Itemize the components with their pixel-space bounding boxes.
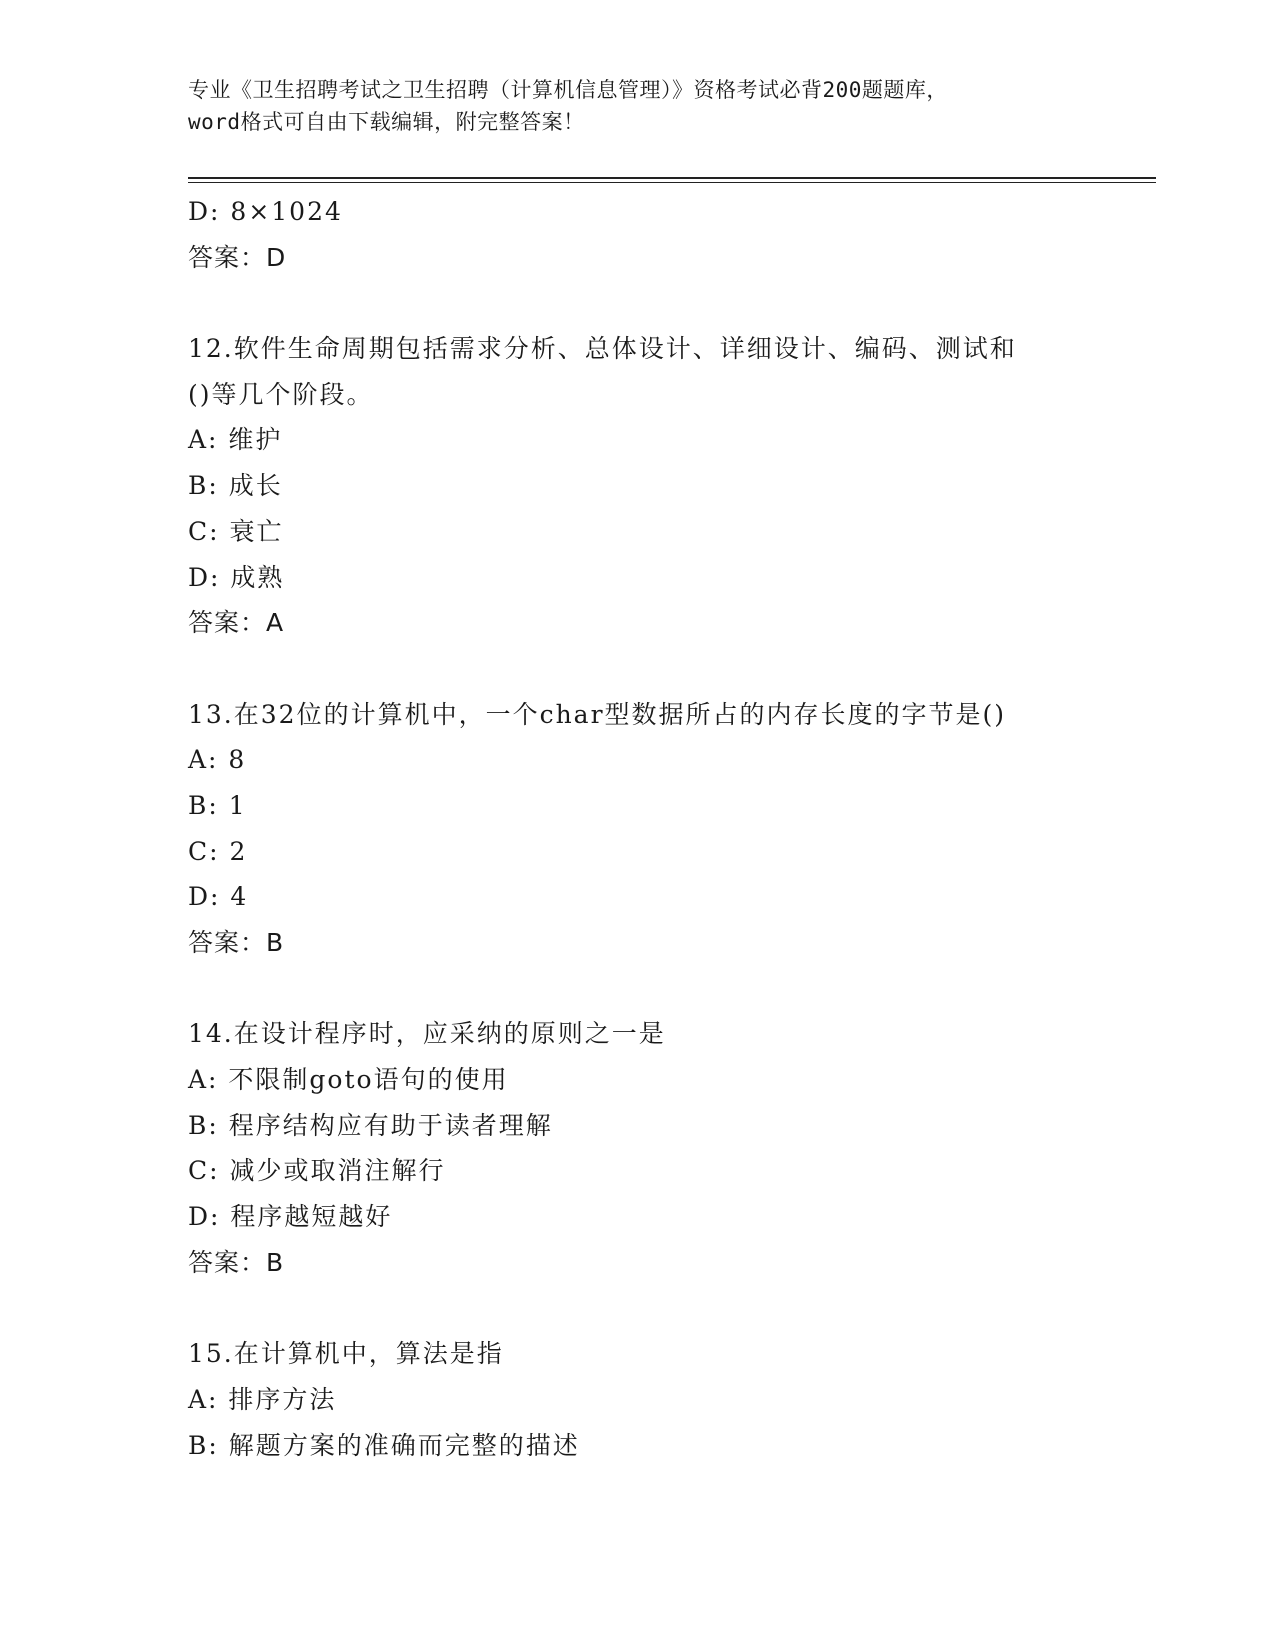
option-b: B: 成长 (188, 471, 283, 501)
option-c: C: 衰亡 (188, 516, 284, 546)
answer-line: 答案：A (188, 608, 285, 638)
answer-line: 答案：D (188, 242, 287, 272)
option-a: A: 不限制goto语句的使用 (188, 1065, 509, 1095)
spacer (188, 646, 1088, 692)
option-c: C: 2 (188, 836, 248, 866)
option-d: D: 8×1024 (188, 197, 343, 226)
question-list (188, 189, 1088, 1468)
option-b: B: 解题方案的准确而完整的描述 (188, 1430, 580, 1460)
question-stem: 14.在设计程序时，应采纳的原则之一是 (188, 1019, 666, 1049)
option-b: B: 程序结构应有助于读者理解 (188, 1110, 553, 1140)
option-c: C: 减少或取消注解行 (188, 1156, 446, 1186)
question-stem-continued: ()等几个阶段。 (188, 379, 374, 409)
option-a: A: 排序方法 (188, 1384, 337, 1414)
option-d: D: 程序越短越好 (188, 1202, 393, 1232)
question-stem: 12.软件生命周期包括需求分析、总体设计、详细设计、编码、测试和 (188, 334, 1017, 364)
option-d: D: 成熟 (188, 562, 285, 592)
header-line-1: 专业《卫生招聘考试之卫生招聘（计算机信息管理）》资格考试必背200题题库， (188, 78, 948, 102)
question-12 (188, 326, 1088, 646)
answer-line: 答案：B (188, 1247, 285, 1277)
question-13 (188, 692, 1088, 966)
header-line-2: word格式可自由下载编辑，附完整答案！ (188, 110, 585, 134)
answer-line: 答案：B (188, 928, 285, 957)
header-divider-thin (188, 182, 1156, 183)
document-header (188, 74, 1088, 138)
spacer (188, 1286, 1088, 1332)
question-15 (188, 1331, 1088, 1468)
option-d: D: 4 (188, 882, 249, 912)
option-a: A: 8 (188, 745, 247, 775)
spacer (188, 966, 1088, 1012)
option-b: B: 1 (188, 790, 247, 820)
question-14 (188, 1011, 1088, 1285)
header-divider-thick (188, 177, 1156, 179)
spacer (188, 280, 1088, 326)
question-stem: 15.在计算机中，算法是指 (188, 1339, 504, 1369)
question-stem: 13.在32位的计算机中，一个char型数据所占的内存长度的字节是() (188, 699, 1007, 729)
option-a: A: 维护 (188, 425, 283, 455)
